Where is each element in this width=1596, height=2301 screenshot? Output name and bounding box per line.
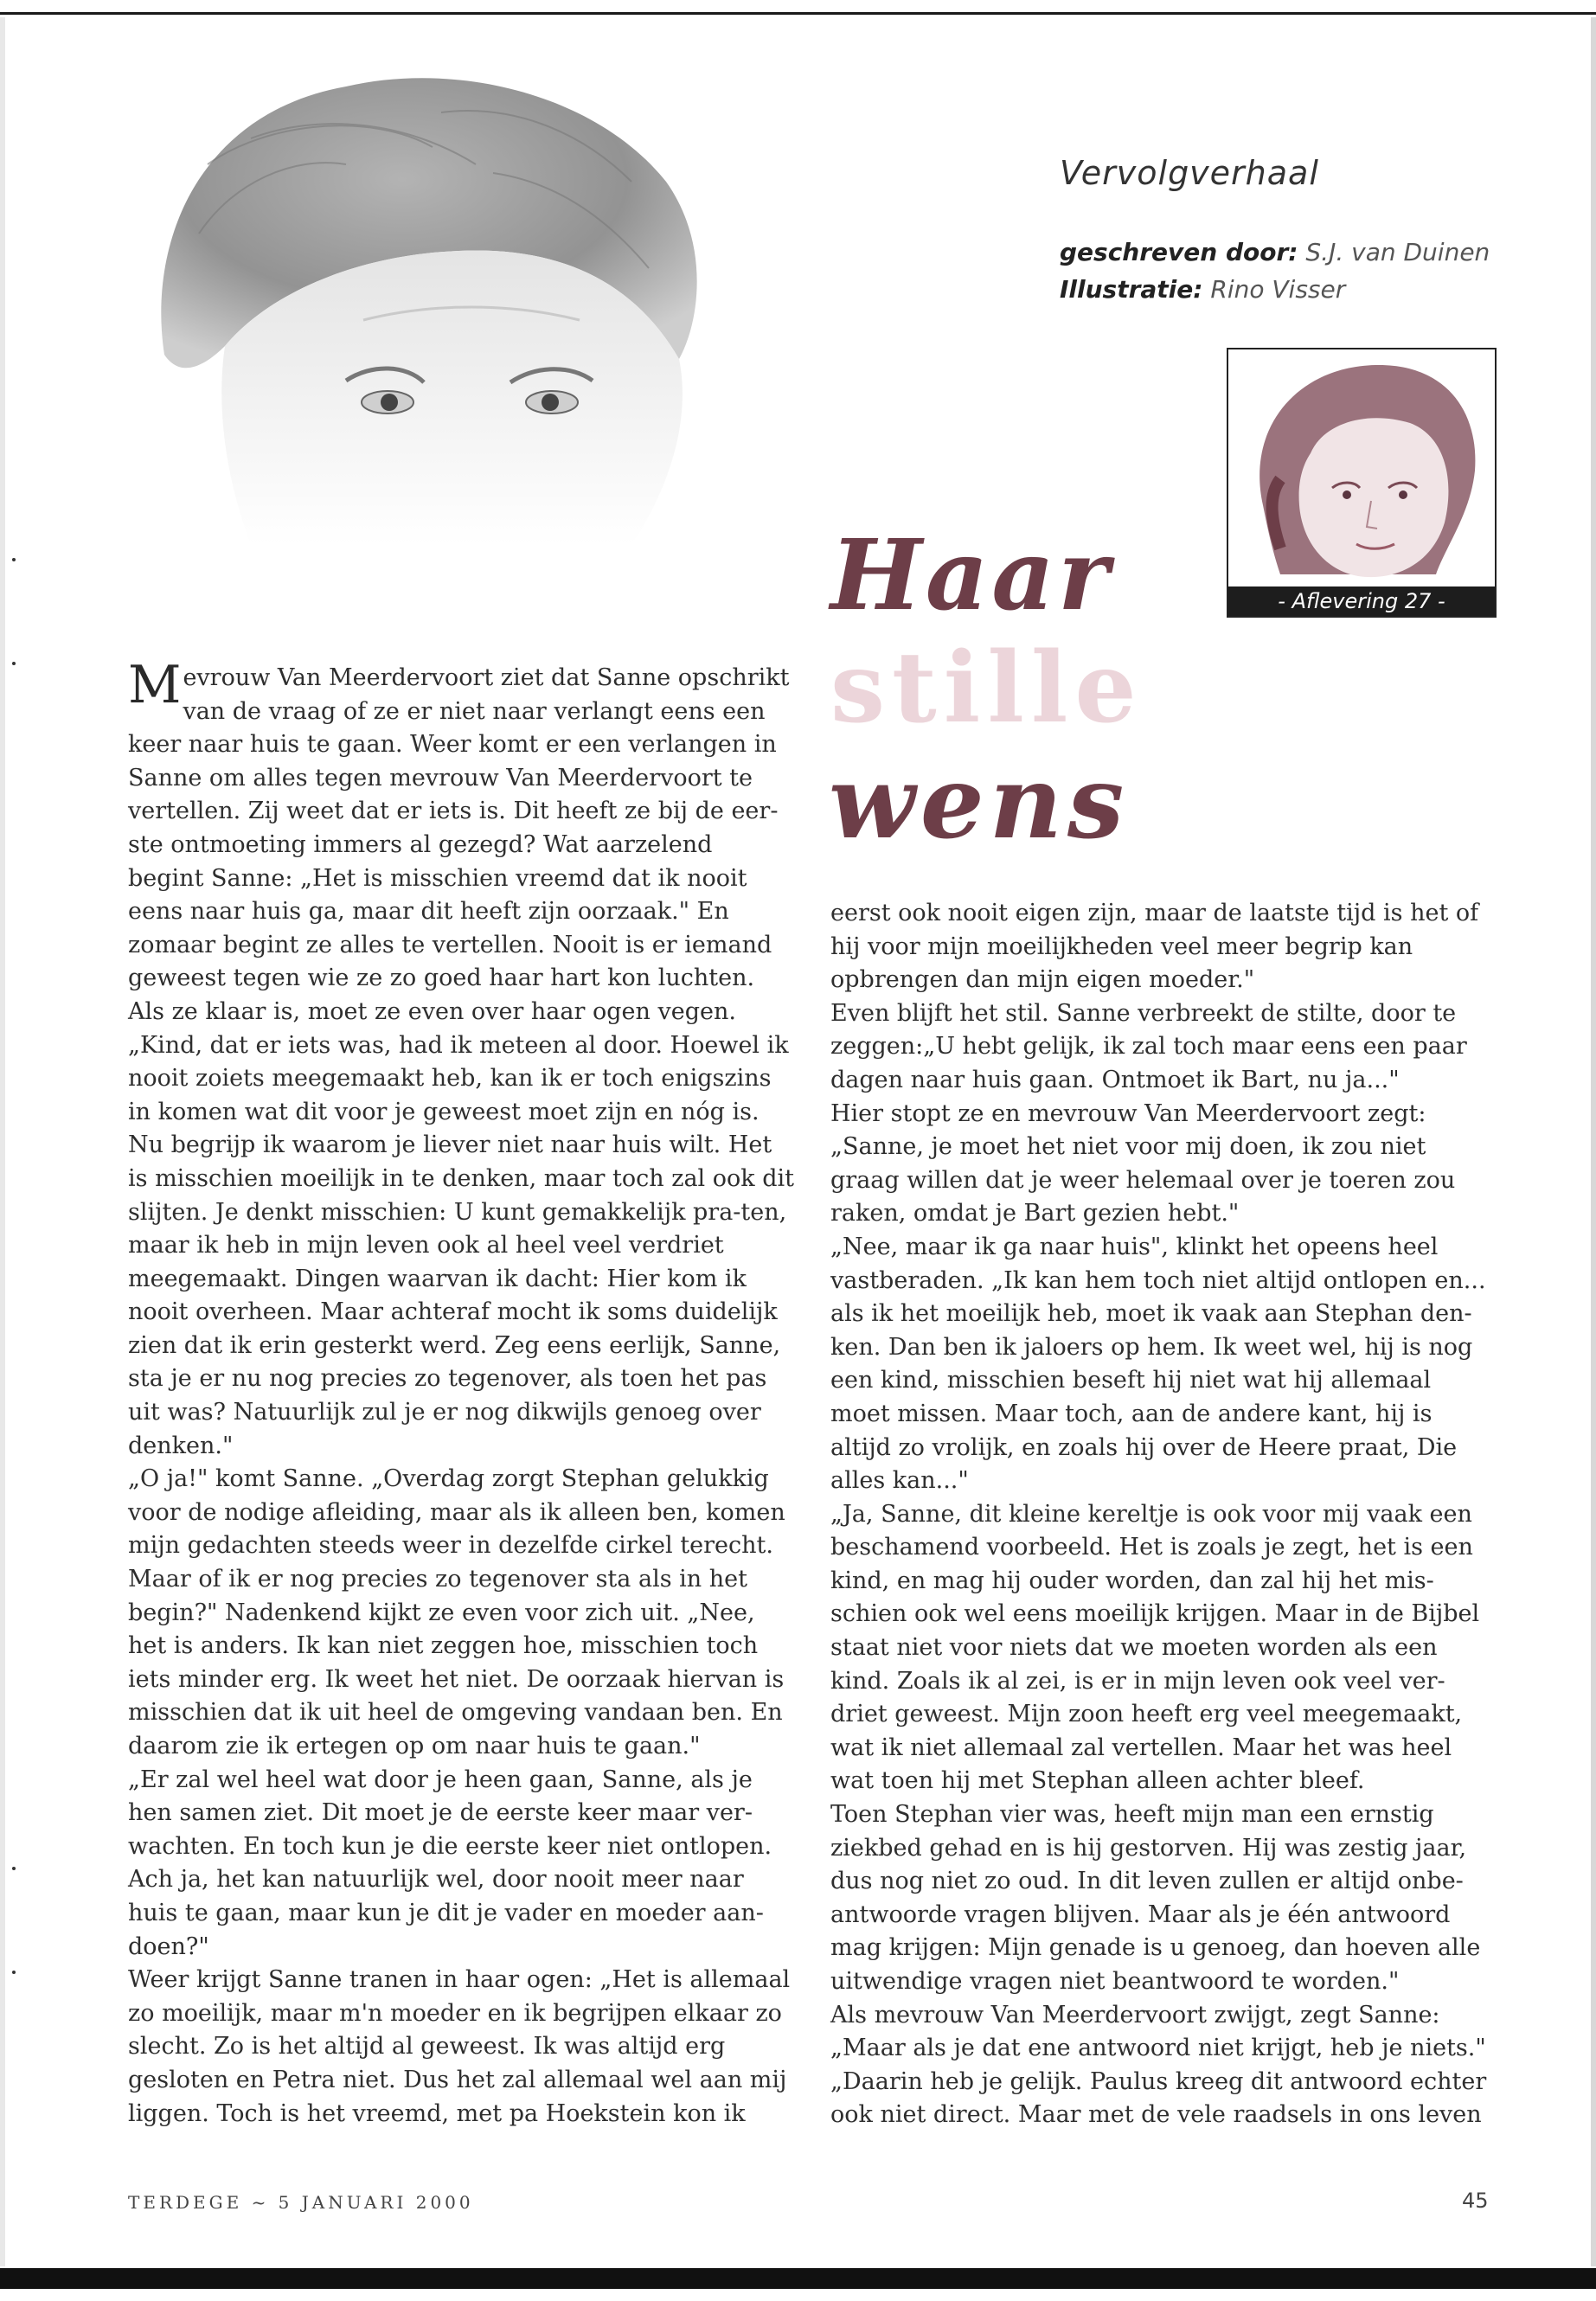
scan-edge-left <box>0 17 5 2266</box>
episode-thumbnail <box>1227 348 1497 618</box>
article-paragraph: „Ja, Sanne, dit kleine kereltje is ook voor mij vaak een beschamend voorbeeld. Het is zoals je zegt, het is een kind, en mag hij ouder worden, dan zal hij het mis-schien ook wel eens moeilijk krijgen. Maar in de Bijbel staat niet voor niets dat we moeten worden als een kind. Zoals ik al zei, is er in mijn leven ook veel ver-driet geweest. Mijn zoon heeft erg veel meegemaakt, wat ik niet allemaal zal vertellen. Maar het was heel wat toen hij met Stephan alleen achter bleef. <box>830 1500 1480 1795</box>
title-line-2: stille <box>830 631 1144 745</box>
article-paragraph: „Nee, maar ik ga naar huis", klinkt het opeens heel vastberaden. „Ik kan hem toch niet altijd ontlopen en... als ik het moeilijk heb, moet ik vaak aan Stephan den-ken. Dan ben ik jaloers op hem. Ik weet wel, hij is nog een kind, misschien beseft hij niet wat hij allemaal moet missen. Maar toch, aan de andere kant, hij is altijd zo vrolijk, en zoals hij over de Heere praat, Die alles kan..." <box>830 1233 1486 1495</box>
article-paragraph: Toen Stephan vier was, heeft mijn man een ernstig ziekbed gehad en is hij gestorven. Hij was zestig jaar, dus nog niet zo oud. In dit leven zullen er altijd onbe-antwoorde vragen blijven. Maar als je één antwoord mag krijgen: Mijn genade is u genoeg, dan hoeven alle uitwendige vragen niet beantwoord te worden." <box>830 1801 1481 1995</box>
title-line-3: wens <box>829 744 1130 862</box>
page-number: 45 <box>1462 2189 1489 2213</box>
article-paragraph: „Kind, dat er iets was, had ik meteen al door. Hoewel ik nooit zoiets meegemaakt heb, kan ik er toch enigszins in komen wat dit voor je geweest moet zijn en nóg is. Nu begrijp ik waarom je liever niet naar huis wilt. Het is misschien moeilijk in te denken, maar toch zal ook dit slijten. Je denkt misschien: U kunt gemakkelijk pra-ten, maar ik heb in mijn leven ook al heel veel verdriet meegemaakt. Dingen waarvan ik dacht: Hier kom ik nooit overheen. Maar achteraf mocht ik soms duidelijk zien dat ik erin gesterkt werd. Zeg eens eerlijk, Sanne, sta je er nu nog precies zo tegenover, als toen het pas uit was? Natuurlijk zul je er nog dikwijls genoeg over denken." <box>128 1031 794 1459</box>
article-paragraph: „Er zal wel heel wat door je heen gaan, Sanne, als je hen samen ziet. Dit moet je de eerste keer maar ver-wachten. En toch kun je die eerste keer niet ontlopen. Ach ja, het kan natuurlijk wel, door nooit meer naar huis te gaan, maar kun je dit je vader en moeder aan-doen?" <box>128 1766 772 1960</box>
article-paragraph: eerst ook nooit eigen zijn, maar de laatste tijd is het of hij voor mijn moeilijkheden veel meer begrip kan opbrengen dan mijn eigen moeder." <box>830 900 1479 994</box>
margin-mark <box>12 558 16 561</box>
article-paragraph: Weer krijgt Sanne tranen in haar ogen: „Het is allemaal zo moeilijk, maar m'n moeder en ik begrijpen elkaar zo slecht. Zo is het altijd al geweest. Ik was altijd erg gesloten en Petra niet. Dus het zal allemaal wel aan mij liggen. Toch is het vreemd, met pa Hoekstein kon ik <box>128 1966 791 2127</box>
author-label: geschreven door: <box>1060 238 1298 266</box>
article-column-right <box>830 897 1492 2132</box>
article-opening-text: evrouw Van Meerdervoort ziet dat Sanne opschrikt van de vraag of ze er niet naar verlangt eens een keer naar huis te gaan. Weer komt er een verlangen in Sanne om alles tegen mevrouw Van Meerdervoort te vertellen. Zij weet dat er iets is. Dit heeft ze bij de eer-ste ontmoeting immers al gezegd? Wat aarzelend begint Sanne: „Het is misschien vreemd dat ik nooit eens naar huis ga, maar dit heeft zijn oorzaak." En zomaar begint ze alles te vertellen. Nooit is er iemand geweest tegen wie ze zo goed haar hart kon luchten. Als ze klaar is, moet ze even over haar ogen vegen. <box>128 664 790 1025</box>
drop-cap: M <box>128 655 182 715</box>
series-label: Vervolgverhaal <box>1060 154 1319 192</box>
illustrator-label: Illustratie: <box>1060 275 1203 304</box>
article-paragraph: Even blijft het stil. Sanne verbreekt de stilte, door te zeggen:„U hebt gelijk, ik zal toch maar eens een paar dagen naar huis gaan. Ontmoet ik Bart, nu ja..." <box>830 999 1467 1093</box>
title-line-1: Haar <box>830 519 1112 632</box>
margin-mark <box>12 1971 16 1974</box>
episode-label: - Aflevering 27 - <box>1228 586 1495 616</box>
bottom-scan-bar <box>0 2268 1596 2289</box>
article-paragraph <box>128 655 794 1029</box>
margin-mark <box>12 662 16 665</box>
article-paragraph: „Daarin heb je gelijk. Paulus kreeg dit antwoord echter ook niet direct. Maar met de vele raadsels in ons leven <box>830 2067 1487 2129</box>
publication-footer: TERDEGE ~ 5 JANUARI 2000 <box>128 2192 474 2213</box>
girl-portrait-thumbnail <box>1228 349 1495 586</box>
top-rule <box>0 12 1596 15</box>
author-credit <box>1060 238 1490 266</box>
margin-mark <box>12 1867 16 1870</box>
portrait-illustration <box>147 61 839 545</box>
article-paragraph: „O ja!" komt Sanne. „Overdag zorgt Stephan gelukkig voor de nodige afleiding, maar als ik alleen ben, komen mijn gedachten steeds weer in dezelfde cirkel terecht. Maar of ik er nog precies zo tegenover sta als in het begin?" Nadenkend kijkt ze even voor zich uit. „Nee, het is anders. Ik kan niet zeggen hoe, misschien toch iets minder erg. Ik weet het niet. De oorzaak hiervan is misschien dat ik uit heel de omgeving vandaan ben. En daarom zie ik ertegen op om naar huis te gaan." <box>128 1465 785 1759</box>
author-name: S.J. van Duinen <box>1305 238 1490 266</box>
illustrator-credit <box>1060 275 1345 304</box>
illustrator-name: Rino Visser <box>1210 275 1346 304</box>
article-column-left <box>128 655 794 2131</box>
article-paragraph: Als mevrouw Van Meerdervoort zwijgt, zegt Sanne: „Maar als je dat ene antwoord niet krijgt, heb je niets." <box>830 2001 1486 2062</box>
scan-edge-right <box>1591 17 1596 2266</box>
article-paragraph: Hier stopt ze en mevrouw Van Meerdervoort zegt: „Sanne, je moet het niet voor mij doen, ik zou niet graag willen dat je weer helemaal over je toeren zou raken, omdat je Bart gezien hebt." <box>830 1099 1456 1227</box>
